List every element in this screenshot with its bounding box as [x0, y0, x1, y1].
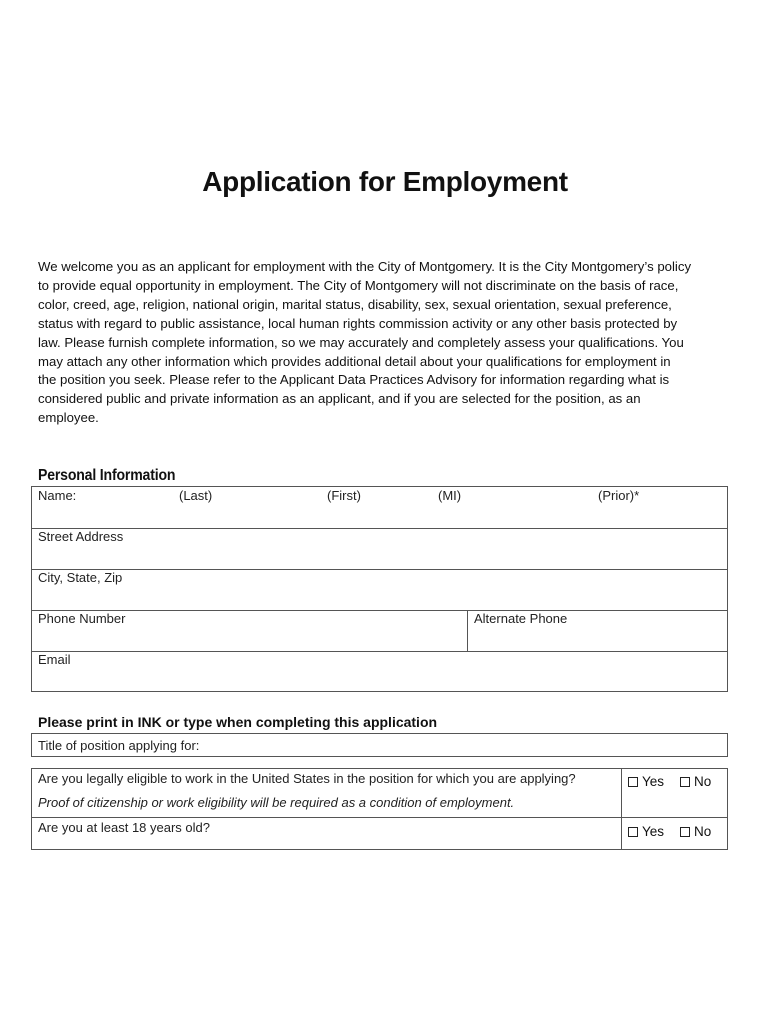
eligibility-question: Are you legally eligible to work in the United States in the position for which you are applying?: [38, 771, 576, 786]
phone-number-field[interactable]: Phone Number: [38, 611, 126, 626]
ink-instruction: Please print in INK or type when completing this application: [38, 714, 438, 730]
age-yes-option[interactable]: [628, 824, 664, 839]
alternate-phone-field[interactable]: Alternate Phone: [474, 611, 568, 626]
checkbox-icon[interactable]: [680, 827, 690, 837]
checkbox-icon[interactable]: [628, 777, 638, 787]
intro-line: employee.: [38, 410, 99, 426]
name-field[interactable]: Name:: [38, 488, 77, 503]
checkbox-icon[interactable]: [680, 777, 690, 787]
intro-line: to provide equal opportunity in employment. The City of Montgomery will not discriminate on the basis of race,: [38, 277, 679, 293]
age-question: Are you at least 18 years old?: [38, 820, 210, 835]
intro-line: may attach any other information which provides additional detail about your qualifications for employment in: [38, 353, 671, 369]
middle-initial-label: (MI): [438, 488, 462, 503]
intro-line: law. Please furnish complete information, so we may accurately and completely assess your qualifications. You: [38, 334, 684, 350]
intro-line: color, creed, age, religion, national origin, marital status, disability, sex, sexual orientation, sexual preference,: [38, 296, 672, 312]
intro-line: status with regard to public assistance, local human rights commission activity or any other basis protected by: [38, 315, 678, 331]
intro-line: We welcome you as an applicant for employment with the City of Montgomery. It is the City Montgomery’s policy: [38, 259, 692, 274]
yes-label: Yes: [642, 824, 665, 839]
no-label: No: [694, 824, 712, 839]
prior-name-label: (Prior)*: [598, 488, 640, 503]
age-no-option[interactable]: [680, 824, 711, 839]
email-field[interactable]: Email: [38, 652, 71, 667]
page-title: Application for Employment: [202, 166, 568, 197]
personal-info-heading: Personal Information: [38, 467, 176, 484]
street-address-field[interactable]: Street Address: [38, 529, 124, 544]
position-title-field[interactable]: Title of position applying for:: [38, 738, 200, 753]
intro-line: the position you seek. Please refer to the Applicant Data Practices Advisory for information regarding what is: [38, 372, 670, 388]
intro-line: considered public and private information as an applicant, and if you are selected for the position, as an: [38, 391, 641, 407]
eligibility-yes-option[interactable]: [628, 774, 664, 789]
yes-label: Yes: [642, 774, 665, 789]
eligibility-no-option[interactable]: [680, 774, 711, 789]
personal-info-table: [31, 486, 728, 692]
first-name-label: (First): [327, 488, 361, 503]
no-label: No: [694, 774, 712, 789]
city-state-zip-field[interactable]: City, State, Zip: [38, 570, 123, 585]
checkbox-icon[interactable]: [628, 827, 638, 837]
intro-paragraph: [38, 258, 738, 428]
last-name-label: (Last): [179, 488, 213, 503]
eligibility-note: Proof of citizenship or work eligibility will be required as a condition of employment.: [38, 795, 515, 810]
